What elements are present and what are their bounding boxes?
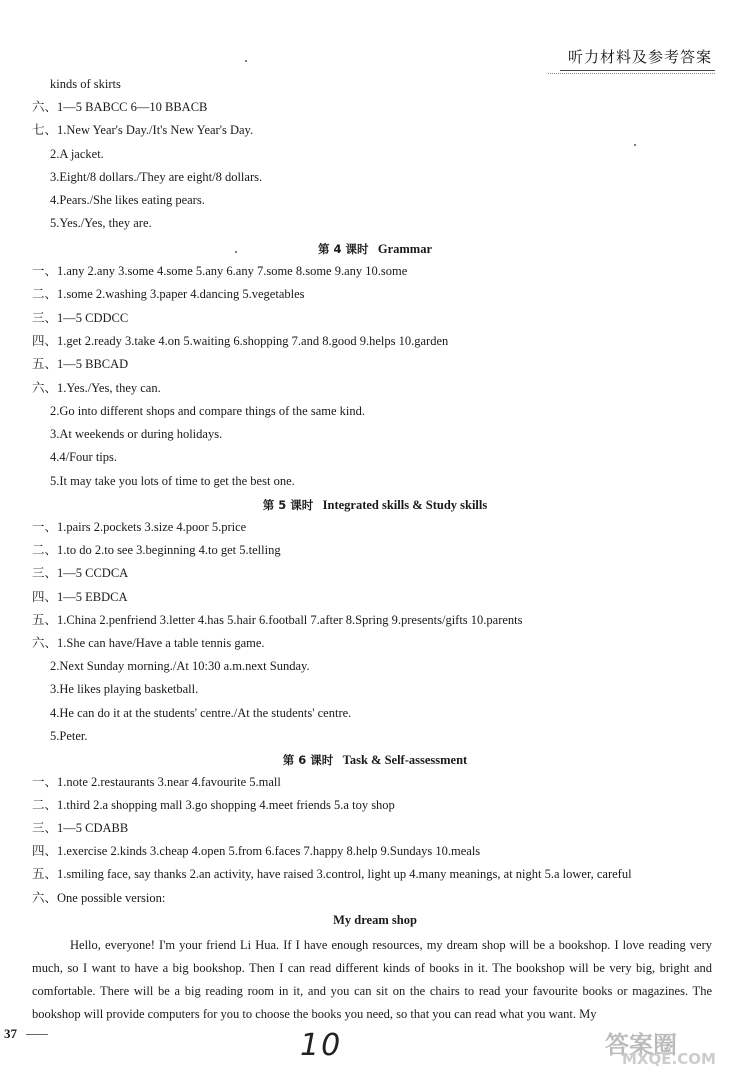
answer-line: 六、1.Yes./Yes, they can. <box>32 380 161 395</box>
handwritten-mark: 10 <box>300 1028 343 1063</box>
section-heading-lesson6 <box>0 752 750 768</box>
answer-line: 4.4/Four tips. <box>50 450 118 465</box>
header-rule <box>560 70 715 71</box>
section-title: Task & Self-assessment <box>342 753 468 767</box>
watermark-logo: 答案圈 <box>605 1031 677 1059</box>
answer-line: 3.At weekends or during holidays. <box>50 427 223 442</box>
section-title: Grammar <box>377 242 433 256</box>
speck <box>634 144 636 146</box>
answer-line: 一、1.pairs 2.pockets 3.size 4.poor 5.price <box>32 520 247 534</box>
answer-line: 四、1.get 2.ready 3.take 4.on 5.waiting 6.shopping 7.and 8.good 9.helps 10.garden <box>32 333 449 348</box>
page-number: 37 <box>4 1026 17 1041</box>
answer-line: 2.Go into different shops and compare things of the same kind. <box>50 403 365 418</box>
answer-line: 4.Pears./She likes eating pears. <box>50 193 205 207</box>
answer-line: 五、1.China 2.penfriend 3.letter 4.has 5.hair 6.football 7.after 8.Spring 9.presents/gifts 10.parents <box>32 612 523 627</box>
answer-line: 二、1.to do 2.to see 3.beginning 4.to get 5.telling <box>32 543 281 558</box>
answer-line: 七、1.New Year's Day./It's New Year's Day. <box>32 123 254 138</box>
section-heading-lesson4 <box>0 241 750 257</box>
section-lesson-label: 第 4 课时 <box>317 242 369 256</box>
answer-line: 六、One possible version: <box>32 890 166 905</box>
answer-line: 4.He can do it at the students' centre./At the students' centre. <box>50 705 352 720</box>
answer-line: 2.A jacket. <box>50 146 104 161</box>
answer-line: 二、1.third 2.a shopping mall 3.go shopping 4.meet friends 5.a toy shop <box>32 798 395 813</box>
answer-line: 六、1—5 BABCC 6—10 BBACB <box>32 100 208 115</box>
speck <box>245 60 247 62</box>
section-title: Integrated skills & Study skills <box>322 498 488 512</box>
section-lesson-label: 第 6 课时 <box>282 753 334 767</box>
answer-line: kinds of skirts <box>50 77 121 91</box>
answer-line: 一、1.note 2.restaurants 3.near 4.favourite 5.mall <box>32 775 281 789</box>
answer-line: 五、1.smiling face, say thanks 2.an activity, have raised 3.control, light up 4.many meanings, at night 5.a lower, careful <box>32 867 632 882</box>
answer-line: 三、1—5 CCDCA <box>32 566 129 581</box>
answer-line: 五、1—5 BBCAD <box>32 357 129 372</box>
answer-line: 3.Eight/8 dollars./They are eight/8 dollars. <box>50 169 263 184</box>
page-header: 听力材料及参考答案 <box>567 48 712 66</box>
watermark-url: MXQE.COM <box>622 1050 716 1068</box>
answer-line: 2.Next Sunday morning./At 10:30 a.m.next Sunday. <box>50 659 310 674</box>
answer-line: 三、1—5 CDABB <box>32 821 129 836</box>
answer-line: 二、1.some 2.washing 3.paper 4.dancing 5.vegetables <box>32 287 305 302</box>
section-heading-lesson5 <box>0 497 750 513</box>
essay-paragraph: Hello, everyone! I'm your friend Li Hua. If I have enough resources, my dream shop will be a bookshop. I love reading very much, so I want to have a big bookshop. Then I can read different kinds of books in it. The bookshop will be very big, bright and comfortable. There will be a big reading room in it, and you can sit on the chairs to read your favourite books or magazines. The bookshop will provide computers for you to choose the books you need, so that you can read what you want. My <box>32 938 712 1021</box>
answer-line: 四、1.exercise 2.kinds 3.cheap 4.open 5.from 6.faces 7.happy 8.help 9.Sundays 10.meals <box>32 844 481 859</box>
answer-line: 六、1.She can have/Have a table tennis game. <box>32 636 265 650</box>
answer-line: 5.Peter. <box>50 728 88 743</box>
answer-line: 一、1.any 2.any 3.some 4.some 5.any 6.any 7.some 8.some 9.any 10.some <box>32 264 408 278</box>
section-lesson-label: 第 5 课时 <box>262 498 314 512</box>
speck <box>235 251 237 253</box>
essay-body <box>32 934 712 1026</box>
answer-line: 四、1—5 EBDCA <box>32 589 128 604</box>
answer-line: 三、1—5 CDDCC <box>32 310 129 325</box>
answer-line: 5.It may take you lots of time to get the best one. <box>50 473 295 488</box>
page-number-rule <box>26 1034 48 1035</box>
header-rule-dotted <box>548 73 715 74</box>
essay-title: My dream shop <box>333 913 417 927</box>
answer-line: 5.Yes./Yes, they are. <box>50 216 152 231</box>
answer-line: 3.He likes playing basketball. <box>50 682 199 697</box>
